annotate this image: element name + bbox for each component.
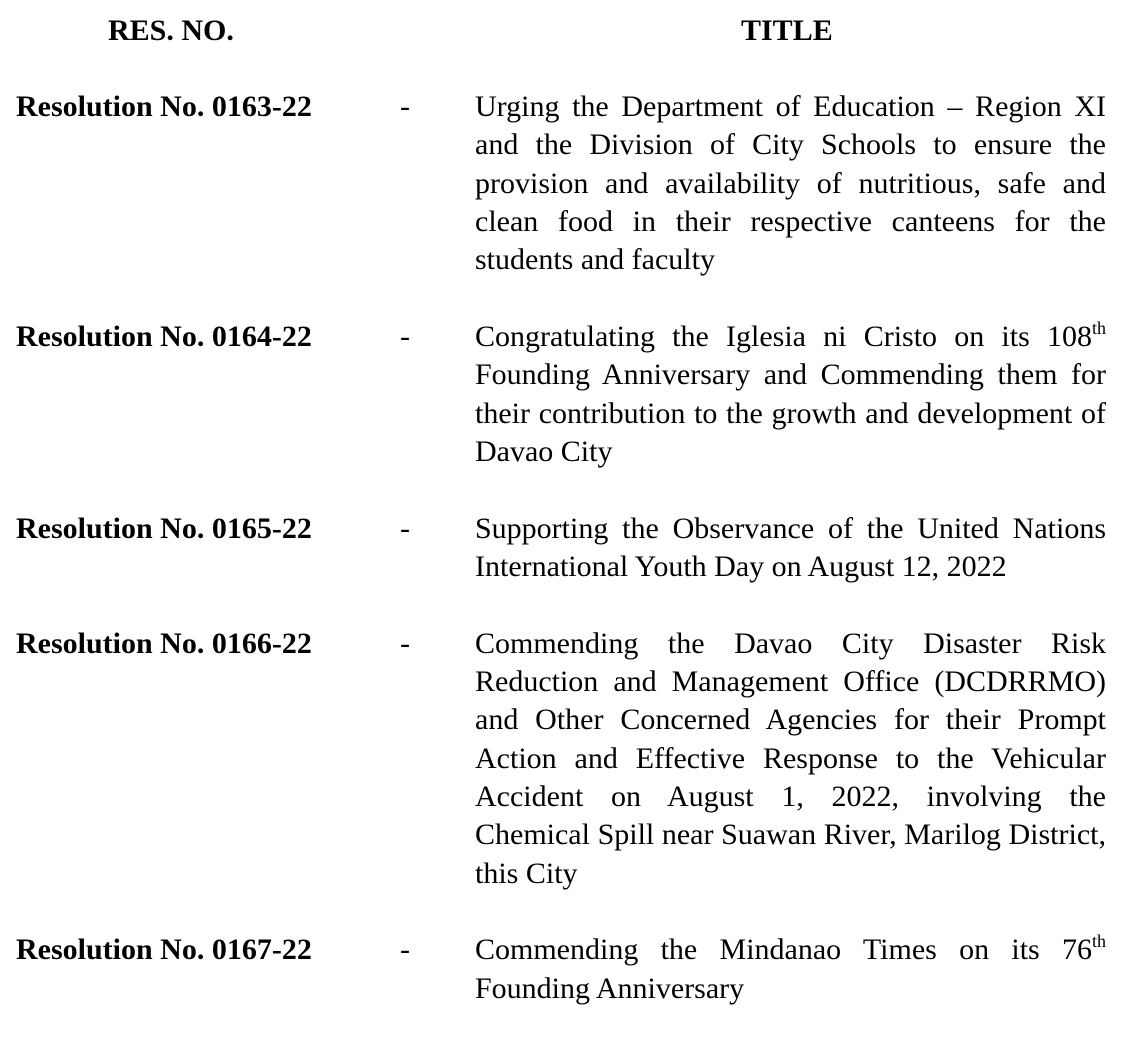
resolution-number: Resolution No. 0164-22: [16, 319, 312, 353]
separator-dash: -: [400, 511, 410, 545]
resolution-entry: [0, 931, 1121, 1008]
title-column-header: TITLE: [741, 14, 833, 47]
resolution-title: [475, 510, 1106, 587]
resolution-title-text: Supporting the Observance of the United Nations International Youth Day on August 12, 2022: [475, 511, 1106, 583]
resolution-title-text: Congratulating the Iglesia ni Cristo on its 108: [475, 319, 1092, 353]
resolution-entry: [0, 88, 1121, 279]
separator-dash: -: [400, 933, 410, 967]
resolution-entry: [0, 510, 1121, 587]
resolution-entry: [0, 318, 1121, 471]
resolution-title-text: Urging the Department of Education – Region XI and the Division of City Schools to ensure the provision and availability of nutritious, safe and clean food in their respective canteens for the students and faculty: [475, 90, 1106, 277]
ordinal-superscript: th: [1091, 317, 1106, 338]
resolution-title: [475, 88, 1106, 279]
resolution-number: Resolution No. 0165-22: [16, 511, 312, 545]
resolution-title-continuation: Founding Anniversary: [475, 971, 745, 1005]
ordinal-superscript: th: [1091, 931, 1106, 952]
table-header: [0, 12, 1121, 52]
resolution-title-text: Commending the Davao City Disaster Risk Reduction and Management Office (DCDRRMO) and Other Concerned Agencies for their Prompt Action and Effective Response to the Vehicular Accident on August 1, 2022, involving the Chemical Spill near Suawan River, Marilog District, this City: [475, 626, 1106, 890]
resolution-number: Resolution No. 0166-22: [16, 626, 312, 660]
resolution-number: Resolution No. 0167-22: [16, 933, 312, 967]
separator-dash: -: [400, 319, 410, 353]
separator-dash: -: [400, 90, 410, 123]
res-no-column-header: RES. NO.: [108, 14, 234, 47]
resolution-title: [475, 318, 1106, 471]
resolution-entry: [0, 625, 1121, 893]
resolution-title: [475, 625, 1106, 893]
separator-dash: -: [400, 626, 410, 660]
resolution-list: [0, 88, 1121, 1046]
resolution-title-text: Commending the Mindanao Times on its 76: [475, 933, 1092, 967]
resolution-title: [475, 931, 1106, 1008]
resolution-title-continuation: Founding Anniversary and Commending them for their contribution to the growth and development of Davao City: [475, 358, 1106, 468]
resolution-number: Resolution No. 0163-22: [16, 90, 312, 123]
